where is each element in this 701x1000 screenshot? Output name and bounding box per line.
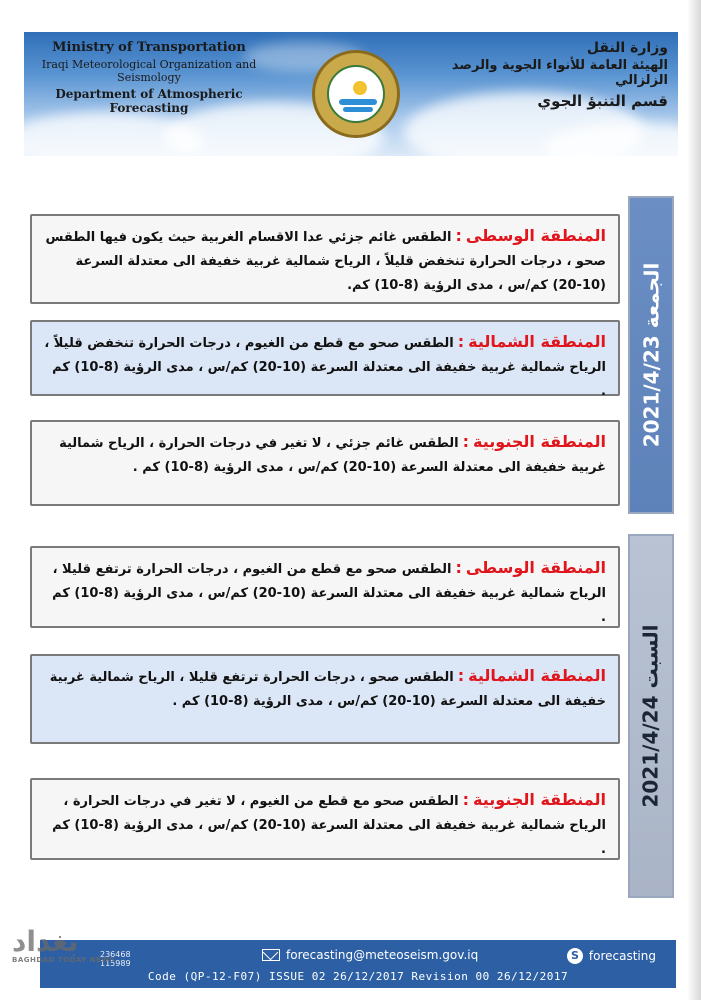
organization-title-en: Iraqi Meteorological Organization and Seismology xyxy=(41,58,257,84)
skype-handle: forecasting xyxy=(588,949,656,963)
department-title-en: Department of Atmospheric Forecasting xyxy=(55,87,243,115)
region-label: المنطقة الجنوبية xyxy=(473,790,606,809)
forecast-box-north-day2: المنطقة الشمالية:الطقس صحو ، درجات الحرارة ترتفع قليلا ، الرياح شمالية غربية خفيفة الى معتدلة السرعة (10-20) كم/س ، مدى الرؤية (8-10) كم . xyxy=(30,654,620,744)
region-label: المنطقة الوسطى xyxy=(465,226,606,245)
region-label: المنطقة الوسطى xyxy=(465,558,606,577)
forecast-box-south-day1: المنطقة الجنوبية:الطقس غائم جزئي ، لا تغير في درجات الحرارة ، الرياح شمالية غربية خفيفة الى معتدلة السرعة (10-20) كم/س ، مدى الرؤية (8-10) كم . xyxy=(30,420,620,506)
forecast-text: الطقس صحو مع قطع من الغيوم ، درجات الحرارة تنخفض قليلاً ، الرياح شمالية غربية خفيفة الى معتدلة السرعة (10-20) كم/س ، مدى الرؤية (8-10) كم . xyxy=(44,336,606,399)
forecast-box-south-day2: المنطقة الجنوبية:الطقس صحو مع قطع من الغيوم ، لا تغير في درجات الحرارة ، الرياح شمالية غربية خفيفة الى معتدلة السرعة (10-20) كم/س ، مدى الرؤية (8-10) كم . xyxy=(30,778,620,860)
footer-bar xyxy=(40,940,676,988)
forecast-text: الطقس صحو مع قطع من الغيوم ، درجات الحرارة ترتفع قليلا ، الرياح شمالية غربية خفيفة الى معتدلة السرعة (10-20) كم/س ، مدى الرؤية (8-10) كم . xyxy=(52,562,606,625)
forecast-box-north-day1: المنطقة الشمالية:الطقس صحو مع قطع من الغيوم ، درجات الحرارة تنخفض قليلاً ، الرياح شمالية غربية خفيفة الى معتدلة السرعة (10-20) كم/س ، مدى الرؤية (8-10) كم . xyxy=(30,320,620,396)
ministry-title-ar: وزارة النقل xyxy=(586,40,668,56)
page-edge-shadow xyxy=(687,0,701,1000)
header-english-titles xyxy=(34,40,264,115)
email-contact[interactable] xyxy=(262,948,478,962)
date-panel-day2 xyxy=(628,534,674,898)
forecast-box-central-day2: المنطقة الوسطى:الطقس صحو مع قطع من الغيوم ، درجات الحرارة ترتفع قليلا ، الرياح شمالية غربية خفيفة الى معتدلة السرعة (10-20) كم/س ، مدى الرؤية (8-10) كم . xyxy=(30,546,620,628)
forecast-text: الطقس غائم جزئي عدا الاقسام الغربية حيث يكون فيها الطقس صحو ، درجات الحرارة تنخفض قليلاً ، الرياح شمالية غربية خفيفة الى معتدلة السرعة (10-20) كم/س ، مدى الرؤية (8-10) كم. xyxy=(45,230,606,293)
forecast-box-central-day1: المنطقة الوسطى:الطقس غائم جزئي عدا الاقسام الغربية حيث يكون فيها الطقس صحو ، درجات الحرارة تنخفض قليلاً ، الرياح شمالية غربية خفيفة الى معتدلة السرعة (10-20) كم/س ، مدى الرؤية (8-10) كم. xyxy=(30,214,620,304)
organization-title-ar: الهيئة العامة للأنواء الجوية والرصد الزلزالي xyxy=(451,58,668,88)
skype-icon: S xyxy=(567,948,583,964)
document-code-line: Code (QP-12-F07) ISSUE 02 26/12/2017 Revision 00 26/12/2017 xyxy=(147,970,569,983)
department-title-ar: قسم التنبؤ الجوي xyxy=(537,92,668,110)
header-arabic-titles xyxy=(428,40,668,110)
region-label: المنطقة الشمالية xyxy=(468,666,606,685)
mail-icon xyxy=(262,949,280,961)
organization-seal-icon xyxy=(312,50,400,138)
header-banner xyxy=(24,32,678,156)
region-label: المنطقة الشمالية xyxy=(468,332,606,351)
news-watermark-logo: بغداد BAGHDAD TODAY NEWS xyxy=(12,925,116,964)
ministry-title-en: Ministry of Transportation xyxy=(52,40,246,55)
forecast-text: الطقس غائم جزئي ، لا تغير في درجات الحرارة ، الرياح شمالية غربية خفيفة الى معتدلة السرعة (10-20) كم/س ، مدى الرؤية (8-10) كم . xyxy=(59,436,606,475)
date-label-day2: السبت 2021/4/24 xyxy=(639,624,664,808)
email-address: forecasting@meteoseism.gov.iq xyxy=(286,948,479,962)
phone-numbers: 236468 115989 xyxy=(100,950,131,968)
forecast-text: الطقس صحو مع قطع من الغيوم ، لا تغير في درجات الحرارة ، الرياح شمالية غربية خفيفة الى معتدلة السرعة (10-20) كم/س ، مدى الرؤية (8-10) كم . xyxy=(52,794,606,857)
region-label: المنطقة الجنوبية xyxy=(473,432,606,451)
skype-contact[interactable] xyxy=(567,948,656,964)
date-label-day1: الجمعة 2021/4/23 xyxy=(639,262,664,448)
forecast-text: الطقس صحو ، درجات الحرارة ترتفع قليلا ، الرياح شمالية غربية خفيفة الى معتدلة السرعة (10-20) كم/س ، مدى الرؤية (8-10) كم . xyxy=(49,670,606,709)
date-panel-day1 xyxy=(628,196,674,514)
